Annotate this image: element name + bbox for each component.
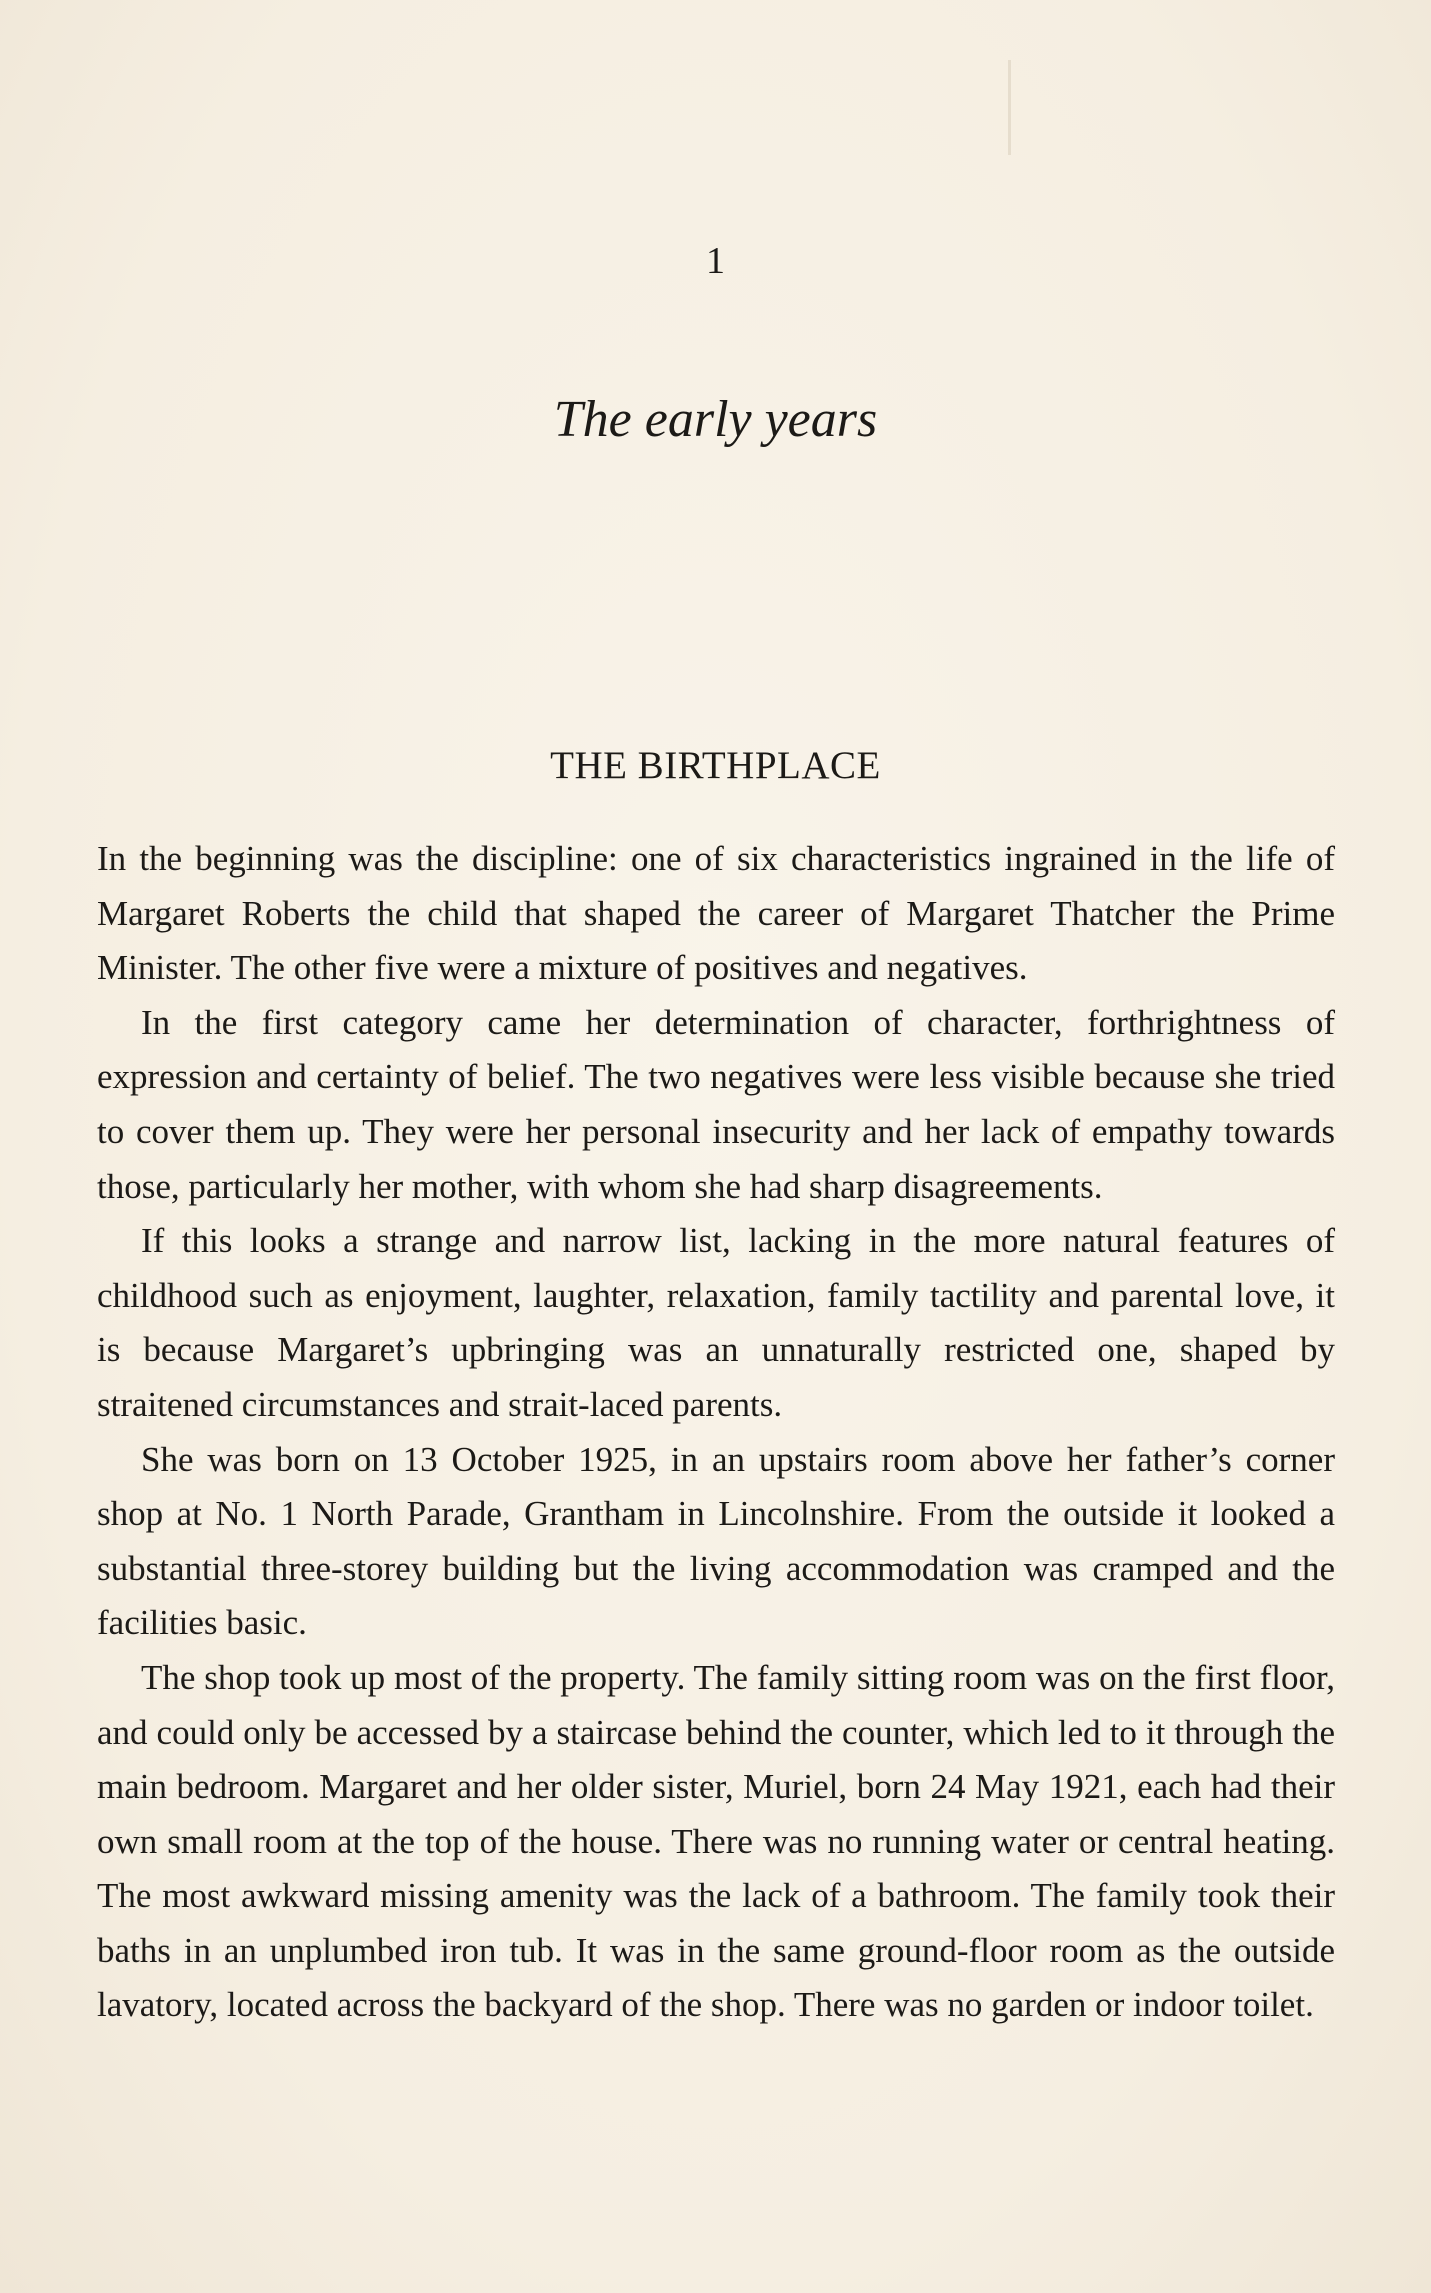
paragraph-1: In the beginning was the discipline: one of six characteristics ingrained in the life of Margaret Roberts the child that shaped the career of Margaret Thatcher the Prime Minister. The other five were a mixture of positives and negatives. <box>97 839 1335 988</box>
show-through-mark <box>1008 60 1011 155</box>
paragraph-4: She was born on 13 October 1925, in an upstairs room above her father’s corner shop at No. 1 North Parade, Grantham in Lincolnshire. From the outside it looked a substantial three-storey building but the living accommodation was cramped and the facilities basic. <box>97 1439 1335 1643</box>
section-heading: THE BIRTHPLACE <box>550 744 881 787</box>
paragraph-2: In the first category came her determination of character, forthrightness of expression and certainty of belief. The two negatives were less visible because she tried to cover them up. They were her personal insecurity and her lack of empathy towards those, particularly her mother, with whom she had sharp disagreements. <box>97 1002 1335 1206</box>
chapter-number: 1 <box>706 240 725 282</box>
body-text <box>97 832 1335 2033</box>
paragraph-5: The shop took up most of the property. The family sitting room was on the first floor, and could only be accessed by a staircase behind the counter, which led to it through the main bedroom. Margaret and her older sister, Muriel, born 24 May 1921, each had their own small room at the top of the house. There was no running water or central heating. The most awkward missing amenity was the lack of a bathroom. The family took their baths in an unplumbed iron tub. It was in the same ground-floor room as the outside lavatory, located across the backyard of the shop. There was no garden or indoor toilet. <box>97 1657 1335 2025</box>
paragraph-3: If this looks a strange and narrow list, lacking in the more natural features of childhood such as enjoyment, laughter, relaxation, family tactility and parental love, it is because Margaret’s upbringing was an unnaturally restricted one, shaped by straitened circumstances and strait-laced parents. <box>97 1221 1335 1424</box>
chapter-title: The early years <box>553 391 878 448</box>
